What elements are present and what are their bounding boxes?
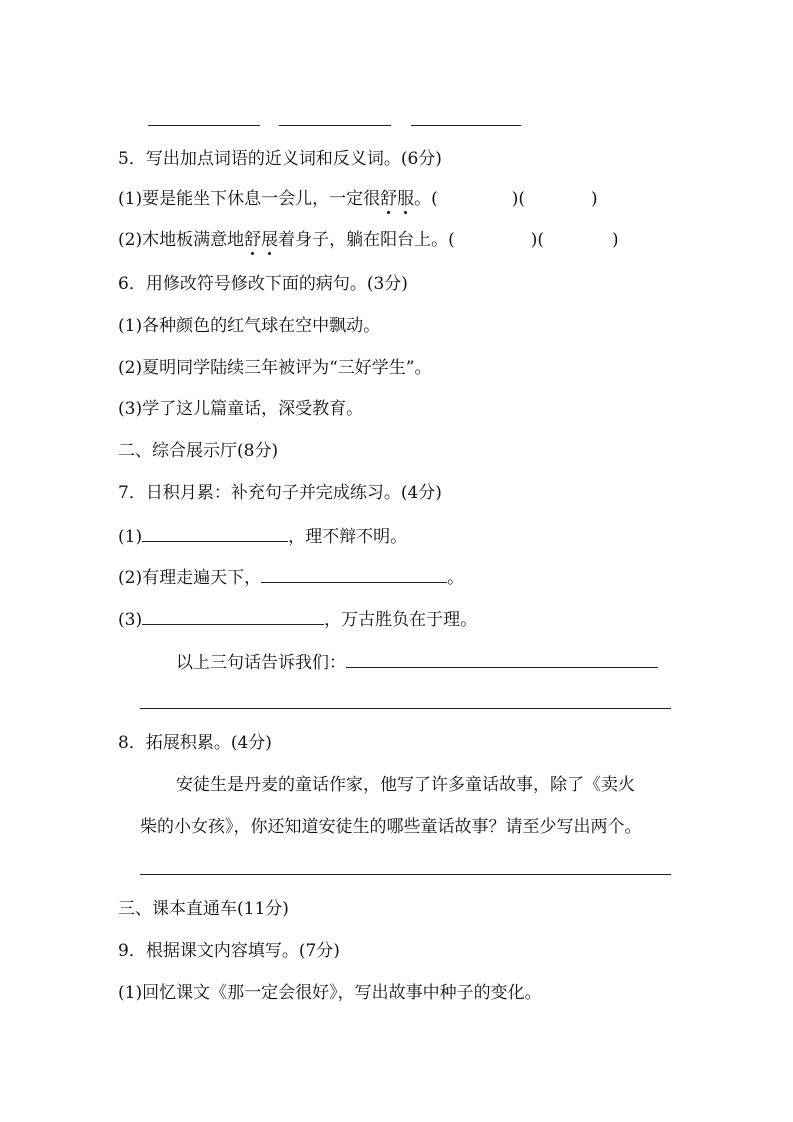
question-6-item: (3)学了这儿篇童话，深受教育。 — [118, 399, 364, 419]
paren-mid: )( — [530, 230, 544, 250]
question-8-paragraph-line-1: 安徒生是丹麦的童话作家，他写了许多童话故事，除了《卖火 — [176, 775, 635, 795]
question-7-item-1 — [118, 523, 407, 549]
emphasis-dot-char: 舒 — [244, 230, 262, 250]
summary-prompt: 以上三句话告诉我们： — [176, 653, 346, 673]
q5-item2-text: (2)木地板满意地 — [118, 230, 245, 250]
question-5-title: 5．写出加点词语的近义词和反义词。(6分) — [118, 149, 442, 169]
answer-blank[interactable] — [261, 564, 447, 583]
question-6-item: (2)夏明同学陆续三年被评为“三好学生”。 — [118, 358, 432, 378]
answer-blank[interactable] — [142, 523, 288, 542]
question-7-summary — [176, 649, 658, 675]
item-number: (1) — [118, 527, 143, 547]
q5-item2-text-post: 着身子，躺在阳台上。( — [278, 230, 455, 250]
emphasis-dot-char: 舒 — [380, 189, 398, 209]
question-7-item-2 — [118, 564, 464, 590]
q5-item1-text: (1)要是能坐下休息一会儿，一定很 — [118, 189, 381, 209]
paren-close: ) — [591, 189, 598, 209]
question-9-title: 9．根据课文内容填写。(7分) — [118, 941, 340, 961]
answer-blank[interactable] — [279, 125, 391, 126]
answer-blank[interactable] — [142, 606, 324, 625]
item-text: ，理不辩不明。 — [288, 527, 408, 547]
emphasis-dot-char: 服 — [397, 189, 415, 209]
question-9-item-1: (1)回忆课文《那一定会很好》，写出故事中种子的变化。 — [118, 983, 542, 1003]
question-8-paragraph-line-2: 柴的小女孩》，你还知道安徒生的哪些童话故事？请至少写出两个。 — [140, 817, 642, 837]
item-text: (2)有理走遍天下， — [118, 568, 262, 588]
answer-line[interactable] — [140, 874, 671, 875]
section-2-heading: 二、综合展示厅(8分) — [118, 441, 279, 461]
paren-close: ) — [612, 230, 619, 250]
emphasis-dot-char: 展 — [261, 230, 279, 250]
question-6-title: 6．用修改符号修改下面的病句。(3分) — [118, 274, 408, 294]
question-7-title: 7．日积月累：补充句子并完成练习。(4分) — [118, 483, 442, 503]
question-5-item-2 — [118, 228, 619, 252]
answer-blank[interactable] — [148, 125, 260, 126]
question-7-item-3 — [118, 606, 477, 632]
answer-blank[interactable] — [411, 125, 521, 126]
section-3-heading: 三、课本直通车(11分) — [118, 899, 289, 919]
paren-mid: )( — [511, 189, 525, 209]
answer-blank[interactable] — [346, 649, 658, 668]
item-text: 。 — [447, 568, 465, 588]
question-8-title: 8．拓展积累。(4分) — [118, 733, 272, 753]
answer-line[interactable] — [140, 708, 671, 709]
question-6-item: (1)各种颜色的红气球在空中飘动。 — [118, 316, 381, 336]
item-text: ，万古胜负在于理。 — [324, 610, 478, 630]
question-5-item-1 — [118, 187, 598, 211]
paren-open: 。( — [414, 189, 438, 209]
item-number: (3) — [118, 610, 143, 630]
